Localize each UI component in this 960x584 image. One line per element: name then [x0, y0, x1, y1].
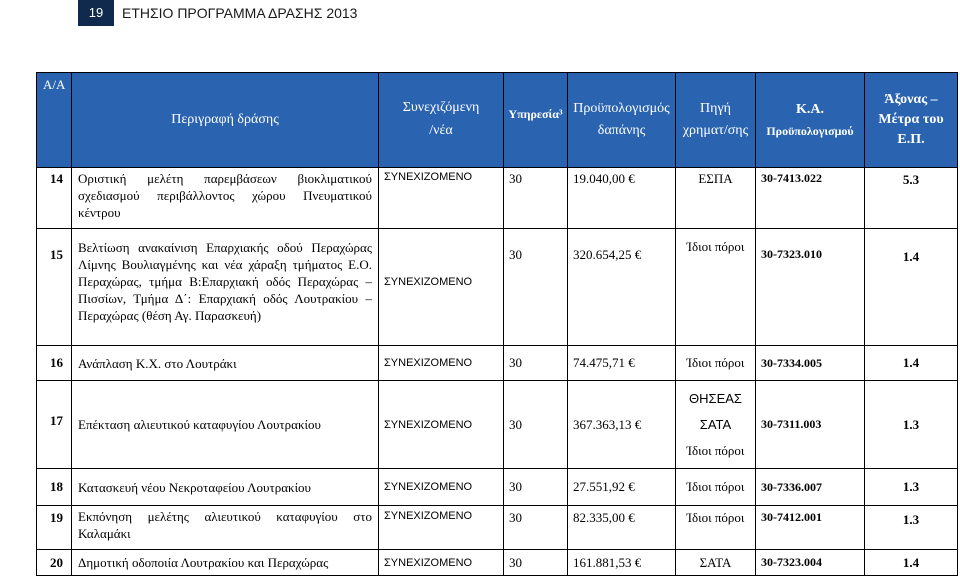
col-budget-line2: δαπάνης	[597, 123, 646, 138]
row-budget: 19.040,00 €	[568, 168, 676, 229]
table-row	[37, 168, 958, 229]
row-axis: 1.4	[865, 346, 958, 381]
table-row	[37, 229, 958, 346]
row-number: 15	[37, 229, 72, 346]
row-source	[676, 381, 756, 469]
page-title: ΕΤΗΣΙΟ ΠΡΟΓΡΑΜΜΑ ΔΡΑΣΗΣ 2013	[122, 5, 358, 21]
col-continuing-line1: Συνεχιζόμενη	[402, 100, 480, 115]
row-description: Κατασκευή νέου Νεκροταφείου Λουτρακίου	[72, 469, 379, 506]
row-axis: 1.3	[865, 469, 958, 506]
row-budget: 161.881,53 €	[568, 550, 676, 576]
row-budget: 320.654,25 €	[568, 229, 676, 346]
row-service: 30	[504, 506, 568, 550]
row-service: 30	[504, 346, 568, 381]
row-description: Επέκταση αλιευτικού καταφυγίου Λουτρακίου	[72, 381, 379, 469]
action-plan-table	[36, 72, 958, 576]
row-source: Ίδιοι πόροι	[676, 469, 756, 506]
col-budget	[568, 73, 676, 168]
row-budget: 367.363,13 €	[568, 381, 676, 469]
row-ka: 30-7323.010	[756, 229, 865, 346]
col-source	[676, 73, 756, 168]
row-description: Ανάπλαση Κ.Χ. στο Λουτράκι	[72, 346, 379, 381]
row-ka: 30-7323.004	[756, 550, 865, 576]
col-ka	[756, 73, 865, 168]
row-number: 14	[37, 168, 72, 229]
col-description-label: Περιγραφή δράσης	[171, 112, 279, 127]
row-status: ΣΥΝΕΧΙΖΟΜΕΝΟ	[379, 346, 504, 381]
row-source-line: Ίδιοι πόροι	[686, 442, 745, 458]
col-continuing	[379, 73, 504, 168]
row-source-line: ΣΑΤΑ	[699, 416, 732, 432]
row-description: Δημοτική οδοποιία Λουτρακίου και Περαχώρας	[72, 550, 379, 576]
row-budget: 27.551,92 €	[568, 469, 676, 506]
row-number: 18	[37, 469, 72, 506]
row-axis: 5.3	[865, 168, 958, 229]
row-source: ΕΣΠΑ	[676, 168, 756, 229]
row-ka: 30-7413.022	[756, 168, 865, 229]
row-source: Ίδιοι πόροι	[676, 506, 756, 550]
col-service-label: Υπηρεσία³	[508, 106, 563, 121]
row-status: ΣΥΝΕΧΙΖΟΜΕΝΟ	[379, 550, 504, 576]
row-ka: 30-7311.003	[756, 381, 865, 469]
col-axis-line1: Άξονας –	[884, 92, 938, 107]
table-header-row	[37, 73, 958, 168]
row-service: 30	[504, 550, 568, 576]
row-number: 16	[37, 346, 72, 381]
table-row	[37, 469, 958, 506]
row-description: Οριστική μελέτη παρεμβάσεων βιοκλιματικού σχεδιασμού περιβάλλοντος χώρου Πνευματικού κέντρου	[72, 168, 379, 229]
col-axis	[865, 73, 958, 168]
col-source-line2: χρηματ/σης	[682, 123, 749, 138]
row-ka: 30-7336.007	[756, 469, 865, 506]
row-budget: 74.475,71 €	[568, 346, 676, 381]
col-axis-line2: Μέτρα του	[878, 112, 944, 127]
page-number: 19	[78, 0, 114, 26]
row-number: 20	[37, 550, 72, 576]
col-description	[72, 73, 379, 168]
row-number: 19	[37, 506, 72, 550]
col-ka-line2: Προϋπολογισμού	[766, 123, 854, 138]
col-budget-line1: Προϋπολογισμός	[573, 101, 670, 116]
row-status: ΣΥΝΕΧΙΖΟΜΕΝΟ	[379, 168, 504, 229]
row-axis: 1.3	[865, 381, 958, 469]
row-service: 30	[504, 229, 568, 346]
page-header	[0, 0, 960, 26]
row-source-line: ΘΗΣΕΑΣ	[689, 390, 742, 406]
row-service: 30	[504, 469, 568, 506]
row-status: ΣΥΝΕΧΙΖΟΜΕΝΟ	[379, 381, 504, 469]
row-status: ΣΥΝΕΧΙΖΟΜΕΝΟ	[379, 506, 504, 550]
col-aa: Α/Α	[37, 73, 72, 168]
row-ka: 30-7412.001	[756, 506, 865, 550]
col-ka-line1: Κ.Α.	[796, 101, 824, 117]
col-source-line1: Πηγή	[700, 101, 731, 116]
col-continuing-line2: /νέα	[429, 123, 453, 138]
row-status: ΣΥΝΕΧΙΖΟΜΕΝΟ	[379, 469, 504, 506]
table-row	[37, 506, 958, 550]
row-budget: 82.335,00 €	[568, 506, 676, 550]
col-service	[504, 73, 568, 168]
row-description: Εκπόνηση μελέτης αλιευτικού καταφυγίου στο Καλαμάκι	[72, 506, 379, 550]
row-service: 30	[504, 168, 568, 229]
row-axis: 1.4	[865, 550, 958, 576]
row-status: ΣΥΝΕΧΙΖΟΜΕΝΟ	[379, 229, 504, 346]
row-source: ΣΑΤΑ	[676, 550, 756, 576]
row-number: 17	[37, 381, 72, 469]
row-ka: 30-7334.005	[756, 346, 865, 381]
table-row	[37, 550, 958, 576]
row-source: Ίδιοι πόροι	[676, 229, 756, 346]
row-description: Βελτίωση ανακαίνιση Επαρχιακής οδού Περαχώρας Λίμνης Βουλιαγμένης και νέα χάραξη τμήματος Ε.Ο. Περαχώρας, τμήμα Β:Επαρχιακή οδός Περαχώρας – Πισσίων, Τμήμα Δ΄: Επαρχιακή οδός Λουτρακίου – Περαχώρας (θέση Αγ. Παρασκευή)	[72, 229, 379, 346]
row-axis: 1.4	[865, 229, 958, 346]
col-axis-line3: Ε.Π.	[897, 132, 925, 147]
table-row	[37, 346, 958, 381]
row-axis: 1.3	[865, 506, 958, 550]
row-service: 30	[504, 381, 568, 469]
table-row	[37, 381, 958, 469]
row-source: Ίδιοι πόροι	[676, 346, 756, 381]
